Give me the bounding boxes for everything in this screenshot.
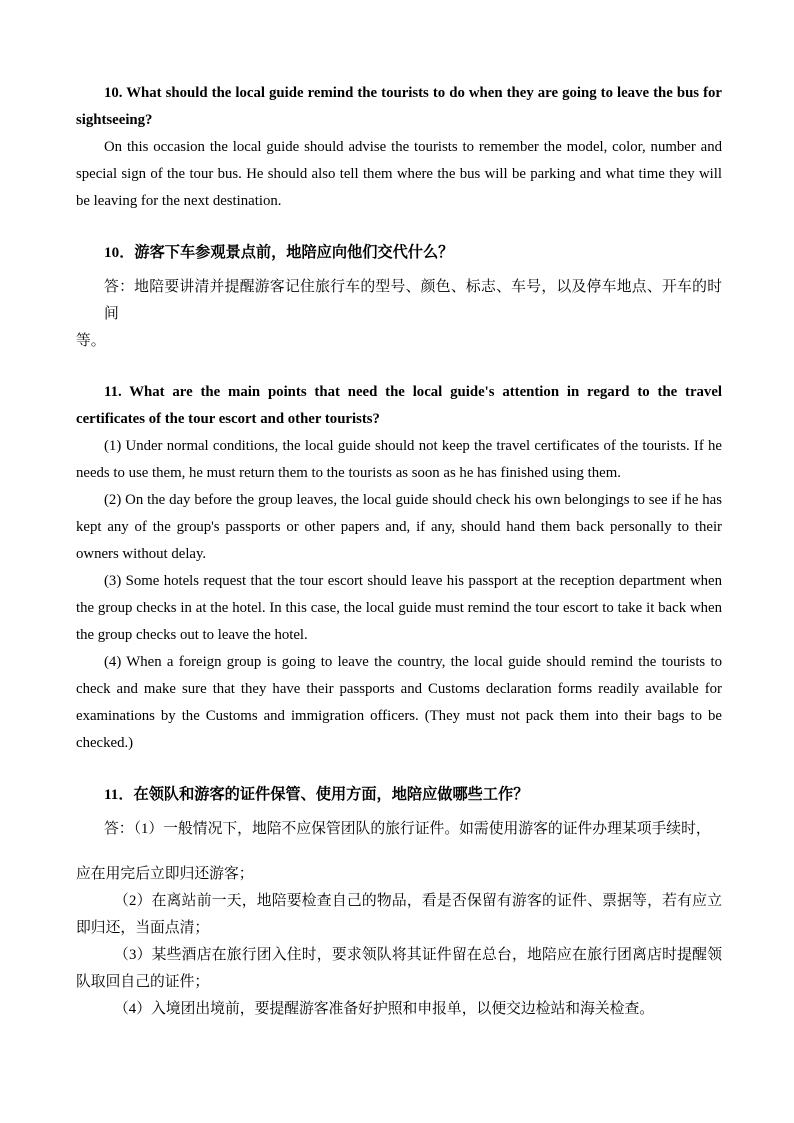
answer-11-zh-item-4: （4）入境团出境前，要提醒游客准备好护照和申报单，以便交边检站和海关检查。 <box>114 1001 655 1017</box>
answer-11-zh-item-1: 答：（1）一般情况下，地陪不应保管团队的旅行证件。如需使用游客的证件办理某项手续时， <box>104 821 711 837</box>
answer-11-en-item-3: (3) Some hotels request that the tour escort should leave his passport at the reception department when the group checks in at the hotel. In this case, the local guide must remind the tour escort to take it back when the group checks out to leave the hotel. <box>76 573 722 643</box>
answer-11-zh-item-2: （2）在离站前一天，地陪要检查自己的物品，看是否保留有游客的证件、票据等，若有应立即归还，当面点清； <box>76 893 722 936</box>
question-10-en: 10. What should the local guide remind the tourists to do when they are going to leave the bus for sightseeing? <box>76 85 722 128</box>
answer-11-zh-item-3: （3）某些酒店在旅行团入住时，要求领队将其证件留在总台，地陪应在旅行团离店时提醒领队取回自己的证件； <box>76 947 722 990</box>
answer-11-en-item-2: (2) On the day before the group leaves, the local guide should check his own belongings to see if he has kept any of the group's passports or other papers and, if any, should hand them back personally to their owners without delay. <box>76 492 722 562</box>
question-11-zh: 11．在领队和游客的证件保管、使用方面，地陪应做哪些工作？ <box>104 786 529 803</box>
answer-11-en-item-1: (1) Under normal conditions, the local guide should not keep the travel certificates of the tourists. If he needs to use them, he must return them to the tourists as soon as he has finished using them. <box>76 438 722 481</box>
answer-10-zh-continuation: 等。 <box>76 333 106 349</box>
answer-10-en: On this occasion the local guide should advise the tourists to remember the model, color, number and special sign of the tour bus. He should also tell them where the bus will be parking and what time they will be leaving for the next destination. <box>76 139 722 209</box>
question-10-zh: 10．游客下车参观景点前，地陪应向他们交代什么？ <box>104 244 454 261</box>
answer-10-zh: 答：地陪要讲清并提醒游客记住旅行车的型号、颜色、标志、车号，以及停车地点、开车的时间 <box>104 279 722 322</box>
question-11-en: 11. What are the main points that need the local guide's attention in regard to the travel certificates of the tour escort and other tourists? <box>76 384 722 427</box>
answer-11-en-item-4: (4) When a foreign group is going to leave the country, the local guide should remind the tourists to check and make sure that they have their passports and Customs declaration forms readily available for examinations by the Customs and immigration officers. (They must not pack them into their bags to be checked.) <box>76 654 722 751</box>
answer-11-zh-item-1-continuation: 应在用完后立即归还游客； <box>76 866 254 882</box>
